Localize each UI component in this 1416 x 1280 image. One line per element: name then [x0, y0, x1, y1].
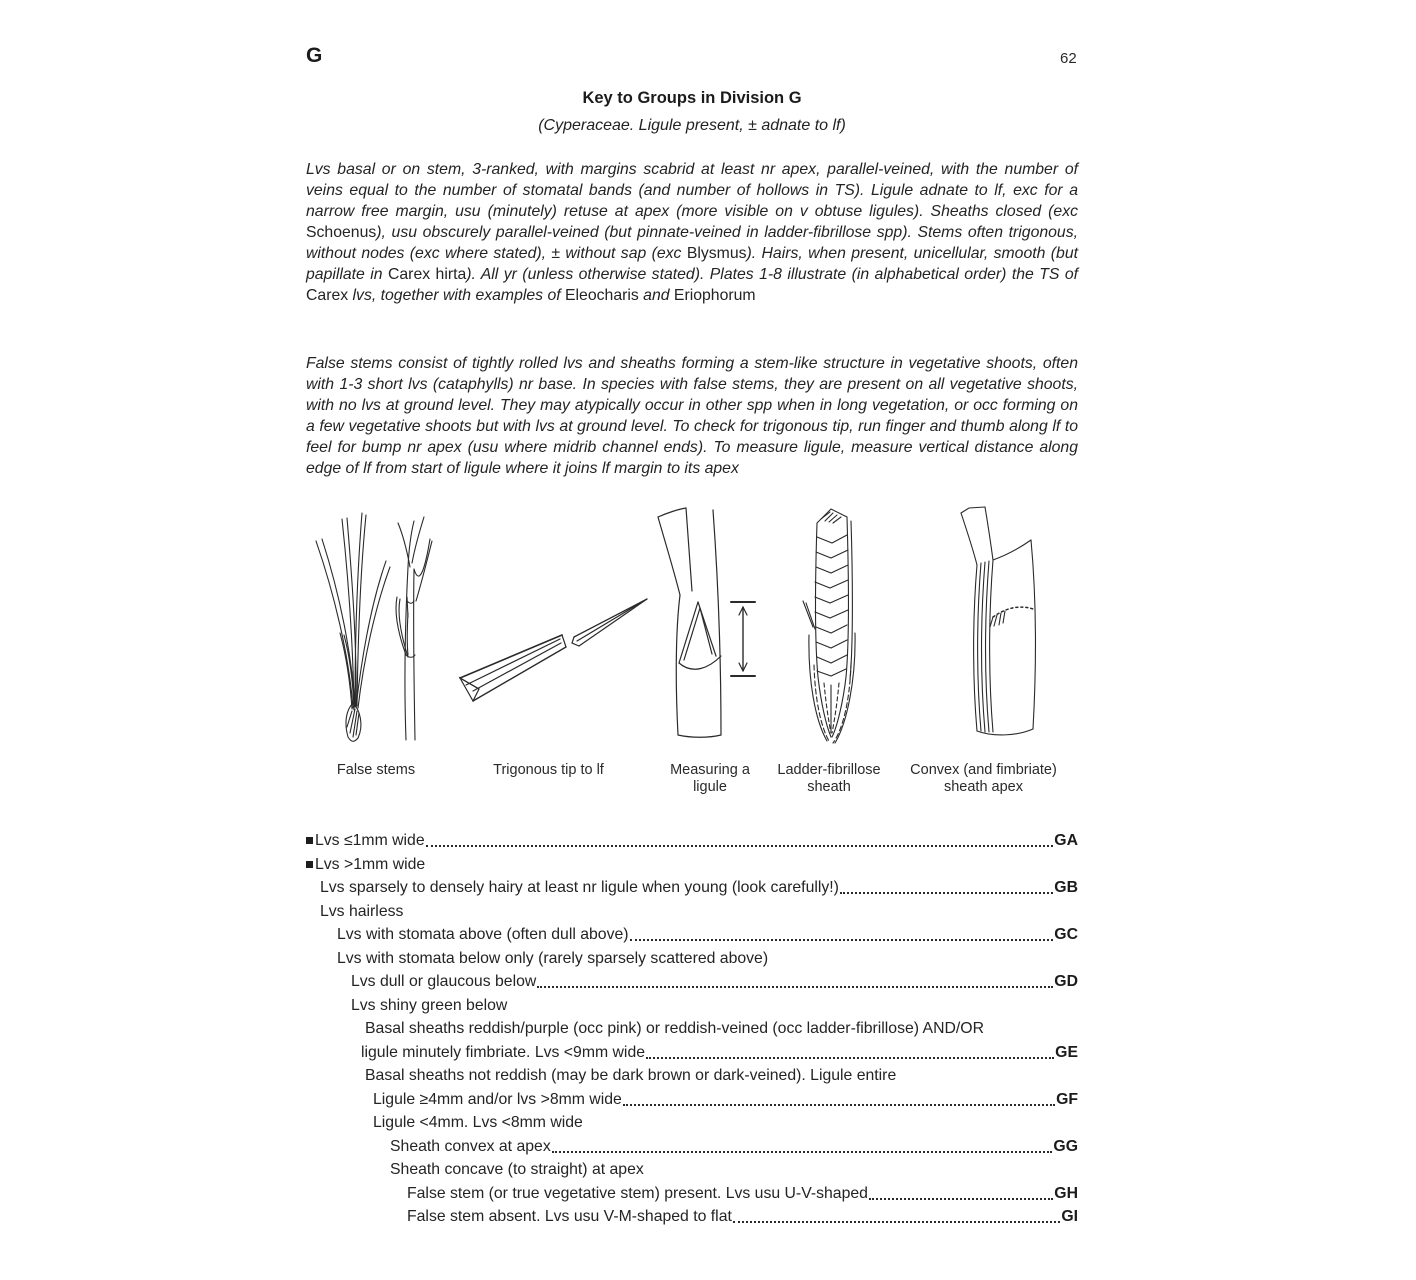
- page-number: 62: [1060, 50, 1077, 67]
- key-entry-label: Sheath concave (to straight) at apex: [390, 1161, 644, 1178]
- key-entry-label: Sheath convex at apex: [390, 1137, 551, 1155]
- genus-name: Eriophorum: [673, 287, 756, 304]
- measuring-ligule-illustration: [651, 505, 769, 750]
- key-entry-code: GI: [1061, 1208, 1078, 1225]
- key-entry-label: False stem (or true vegetative stem) present. Lvs usu U-V-shaped: [407, 1184, 868, 1202]
- ladder-fibrillose-illustration: [769, 505, 889, 750]
- key-entry: [306, 948, 1078, 969]
- dot-leader: [646, 1057, 1054, 1059]
- dot-leader: [552, 1151, 1053, 1153]
- key-entry: [306, 1206, 1078, 1227]
- key-entry-code: GE: [1055, 1043, 1078, 1061]
- key-entry-code: GH: [1054, 1184, 1078, 1202]
- key-entry-label: False stem absent. Lvs usu V-M-shaped to flat: [407, 1208, 732, 1225]
- figure-caption: False stems: [336, 762, 416, 778]
- key-entry-label: Basal sheaths reddish/purple (occ pink) or reddish-veined (occ ladder-fibrillose) AND/OR: [365, 1020, 984, 1037]
- key-entry: [306, 1183, 1078, 1204]
- intro-paragraph-2: False stems consist of tightly rolled lvs and sheaths forming a stem-like structure in vegetative shoots, often with 1-3 short lvs (cataphylls) nr base. In species with false stems, they are present on all vegetative shoots, with no lvs at ground level. They may atypically occur in other spp when in long vegetation, or occ forming on a few vegetative shoots but with lvs at ground level. To check for trigonous tip, run finger and thumb along lf to feel for bump nr apex (usu where midrib channel ends). To measure ligule, measure vertical distance along edge of lf from start of ligule where it joins lf margin to its apex: [306, 355, 1078, 477]
- key-entry: [306, 1042, 1078, 1063]
- page-title: Key to Groups in Division G: [582, 89, 802, 107]
- key-entry: [306, 901, 1078, 922]
- key-entry-label: Lvs ≤1mm wide: [315, 832, 425, 849]
- genus-name: Carex hirta: [387, 266, 467, 283]
- paragraph-text: ), usu obscurely parallel-veined (but pinnate-veined in ladder-fibrillose spp). Stems often trigonous, without nodes (exc where stated), ± without sap (exc: [306, 224, 1078, 262]
- figure-trigonous-tip: [446, 505, 651, 779]
- dot-leader: [630, 939, 1054, 941]
- bullet-square-icon: [306, 837, 313, 844]
- key-entry-code: GG: [1053, 1137, 1078, 1155]
- dot-leader: [537, 986, 1053, 988]
- figure-false-stems: [306, 505, 446, 779]
- key-entry-label: Lvs >1mm wide: [315, 855, 426, 873]
- key-entry: [306, 1159, 1078, 1180]
- page-subtitle: (Cyperaceae. Ligule present, ± adnate to lf): [538, 117, 846, 134]
- key-entry-label: Lvs sparsely to densely hairy at least nr ligule when young (look carefully!): [320, 879, 839, 896]
- key-entry-label: Basal sheaths not reddish (may be dark brown or dark-veined). Ligule entire: [365, 1067, 897, 1084]
- figure-ladder-fibrillose: [769, 505, 889, 796]
- dot-leader: [840, 892, 1053, 894]
- title-block: [306, 88, 1078, 136]
- genus-name: Blysmus: [686, 245, 747, 262]
- dot-leader: [623, 1104, 1055, 1106]
- figure-caption: Trigonous tip to lf: [493, 762, 604, 778]
- figure-convex-sheath: [889, 505, 1078, 796]
- paragraph-text: ). All yr (unless otherwise stated). Plates 1-8 illustrate (in alphabetical order) the TS of: [466, 266, 1078, 283]
- paragraph-text: lvs, together with examples of: [348, 287, 566, 304]
- key-entry: [306, 877, 1078, 898]
- figure-measuring-ligule: [651, 505, 769, 796]
- figure-caption: Measuring a ligule: [670, 762, 750, 795]
- key-entry: [306, 1136, 1078, 1157]
- key-entry: [306, 1065, 1078, 1086]
- figures-row: [306, 505, 1078, 796]
- key-entry-label: Lvs shiny green below: [351, 996, 508, 1014]
- key-entry-code: GC: [1054, 926, 1078, 943]
- key-entry-label: Lvs with stomata below only (rarely sparsely scattered above): [337, 949, 769, 967]
- key-entry-label: Lvs hairless: [320, 902, 404, 920]
- key-entry: [306, 830, 1078, 851]
- key-entry: [306, 1018, 1078, 1039]
- figure-caption: Ladder-fibrillose sheath: [777, 762, 881, 795]
- key-entry-code: GB: [1054, 879, 1078, 896]
- paragraph-text: and: [638, 287, 674, 304]
- key-entry: [306, 971, 1078, 992]
- trigonous-tip-illustration: [446, 505, 651, 750]
- key-entry: [306, 924, 1078, 945]
- dot-leader: [426, 845, 1054, 847]
- division-letter: G: [306, 44, 323, 67]
- key-entry: [306, 995, 1078, 1016]
- dot-leader: [869, 1198, 1053, 1200]
- dot-leader: [733, 1221, 1060, 1223]
- key-entry-label: Lvs with stomata above (often dull above): [337, 926, 629, 943]
- convex-sheath-illustration: [889, 505, 1078, 750]
- bullet-square-icon: [306, 861, 313, 868]
- key-entry-code: GF: [1056, 1090, 1078, 1108]
- key-entry-label: Ligule <4mm. Lvs <8mm wide: [373, 1114, 583, 1131]
- genus-name: Schoenus: [306, 224, 377, 241]
- key-entry: [306, 854, 1078, 875]
- key-entry-label: Ligule ≥4mm and/or lvs >8mm wide: [373, 1090, 622, 1108]
- genus-name: Carex: [306, 287, 349, 304]
- key-list: [306, 830, 1078, 1227]
- key-entry: [306, 1089, 1078, 1110]
- false-stems-illustration: [306, 505, 446, 750]
- genus-name: Eleocharis: [565, 287, 639, 304]
- figure-caption: Convex (and fimbriate) sheath apex: [910, 762, 1057, 795]
- key-entry-code: GD: [1054, 973, 1078, 990]
- key-entry: [306, 1112, 1078, 1133]
- paragraph-text: Lvs basal or on stem, 3-ranked, with margins scabrid at least nr apex, parallel-veined, with the number of veins equal to the number of stomatal bands (and number of hollows in TS). Ligule adnate to lf, exc for a narrow free margin, usu (minutely) retuse at apex (more visible on v obtuse ligules). Sheaths closed (exc: [306, 161, 1078, 220]
- key-entry-code: GA: [1054, 832, 1078, 849]
- key-entry-label: ligule minutely fimbriate. Lvs <9mm wide: [361, 1043, 646, 1061]
- paragraph-text: ). Hairs, when present, unicellular, smooth (but papillate in: [306, 245, 1078, 283]
- key-entry-label: Lvs dull or glaucous below: [351, 973, 537, 990]
- intro-paragraph-1: [306, 159, 1078, 306]
